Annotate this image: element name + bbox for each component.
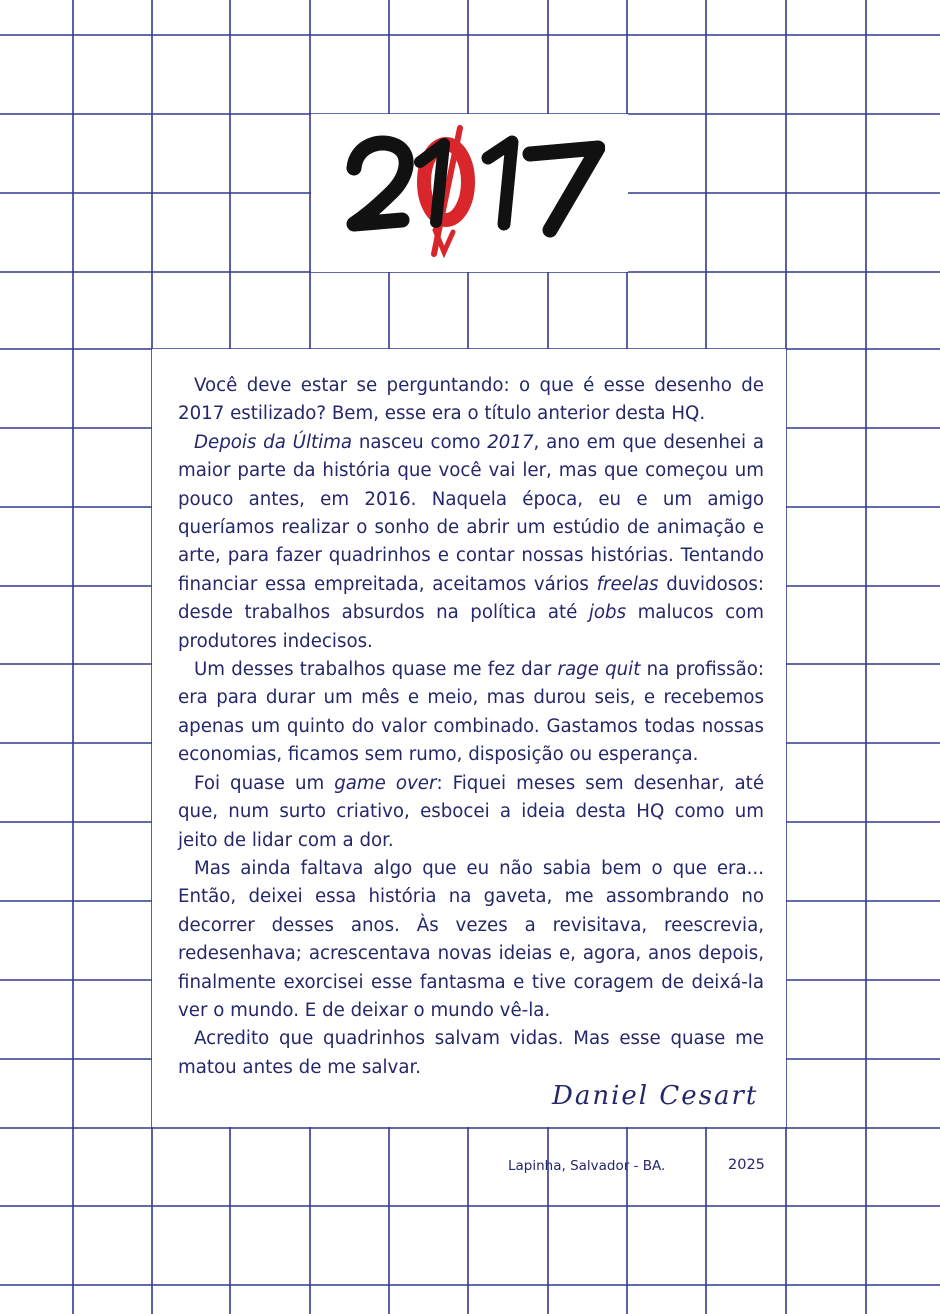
paragraph xyxy=(178,656,764,770)
text-run: Mas ainda faltava algo que eu não sabia bem o que era... Então, deixei essa história na gaveta, me assombrando no decorrer desses anos. Às vezes a revisitava, reescrevia, redesenhava; acrescentava novas ideias e, agora, anos depois, finalmente exorcisei esse fantasma e tive coragem de deixá-la ver o mundo. E de deixar o mundo vê-la. xyxy=(178,857,764,1021)
italic-text: game over xyxy=(334,772,437,794)
text-run: Você deve estar se perguntando: o que é esse desenho de 2017 estilizado? Bem, esse era o título anterior desta HQ. xyxy=(178,375,764,425)
signature: Daniel Cesart xyxy=(552,1081,759,1111)
logo-digit-7 xyxy=(530,148,598,230)
paragraph xyxy=(178,372,764,429)
year-label: 2025 xyxy=(728,1157,765,1173)
text-run: : Fiquei meses sem desenhar, até que, num surto criativo, esbocei a ideia desta HQ como um jeito de lidar com a dor. xyxy=(178,772,765,851)
italic-text: freelas xyxy=(596,573,659,595)
italic-text: 2017 xyxy=(487,431,534,453)
text-run: na profissão: era para durar um mês e meio, mas durou seis, e recebemos apenas um quinto do valor combinado. Gastamos todas nossas economias, ficamos sem rumo, disposição ou esperança. xyxy=(178,659,764,766)
text-run: Acredito que quadrinhos salvam vidas. Mas esse quase me matou antes de me salvar. xyxy=(178,1028,764,1078)
text-run: malucos com produtores indecisos. xyxy=(178,602,764,652)
body-text xyxy=(178,372,764,1082)
logo-digit-1b xyxy=(488,142,512,224)
place-label: Lapinha, Salvador - BA. xyxy=(508,1158,666,1174)
paragraph xyxy=(178,855,764,1025)
paragraph xyxy=(178,429,764,656)
logo-digit-2 xyxy=(354,143,406,224)
text-run: Foi quase um xyxy=(194,772,335,794)
italic-text: rage quit xyxy=(557,659,641,681)
text-run: duvidosos: desde trabalhos absurdos na política até xyxy=(178,573,764,624)
italic-text: jobs xyxy=(588,602,627,624)
logo-2017 xyxy=(340,120,605,260)
paragraph xyxy=(178,1025,764,1082)
italic-text: Depois da Última xyxy=(194,431,353,453)
text-run: Um desses trabalhos quase me fez dar xyxy=(194,659,558,681)
text-run: , ano em que desenhei a maior parte da história que você vai ler, mas que começou um pouco antes, em 2016. Naquela época, eu e um amigo queríamos realizar o sonho de abrir um estúdio de animação e arte, para fazer quadrinhos e contar nossas histórias. Tentando financiar essa empreitada, aceitamos vários xyxy=(178,431,765,595)
text-run: nasceu como xyxy=(352,431,488,453)
paragraph xyxy=(178,770,764,855)
